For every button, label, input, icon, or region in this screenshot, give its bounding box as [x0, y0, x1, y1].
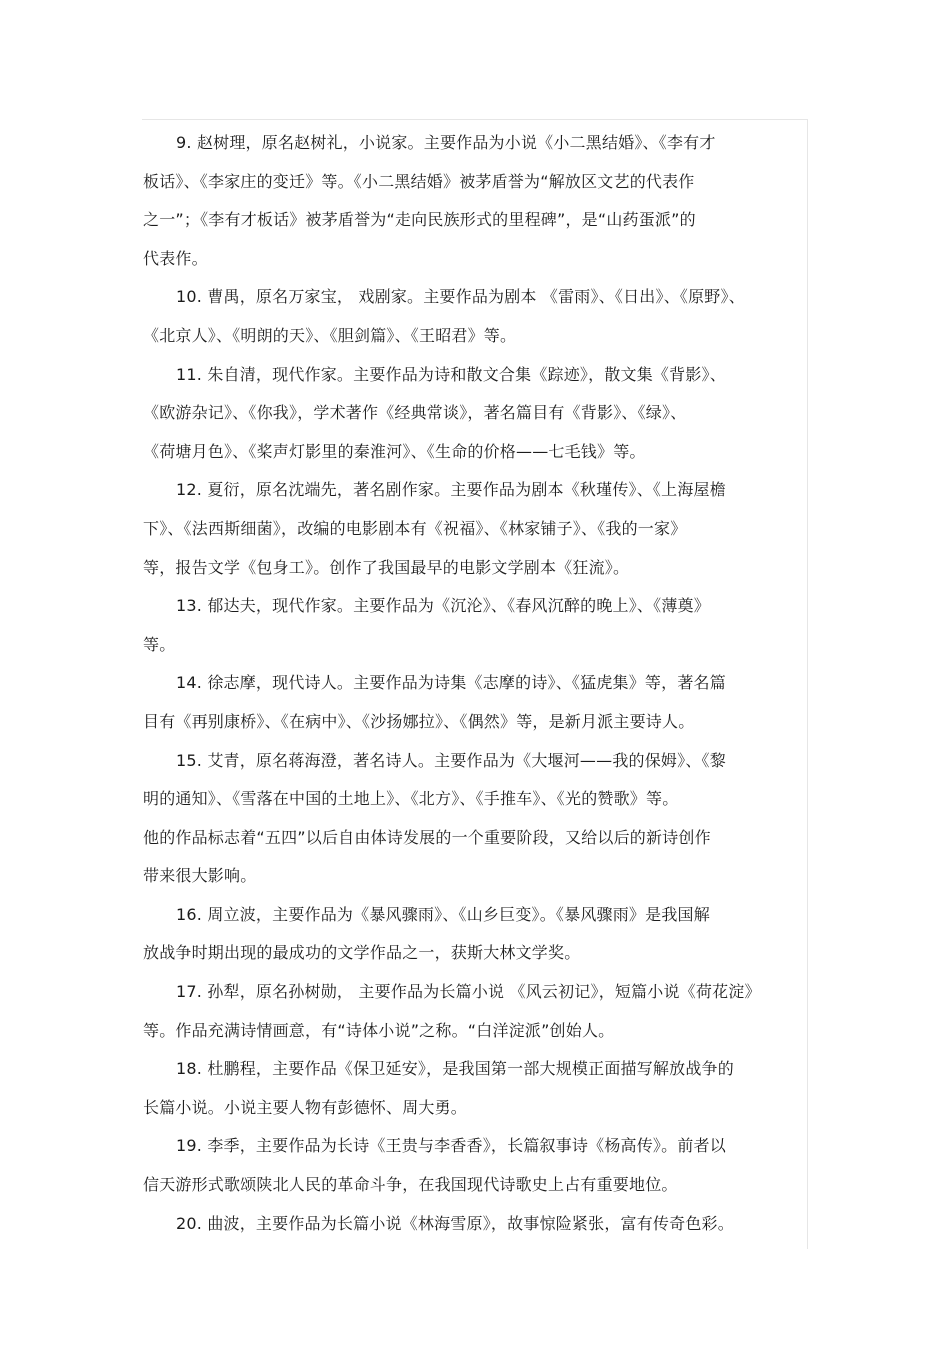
entry-14 [143, 664, 805, 741]
text-line: 20. 曲波，主要作品为长篇小说《林海雪原》，故事惊险紧张，富有传奇色彩。 [176, 1213, 734, 1233]
text-line: 《欧游杂记》、《你我》，学术著作《经典常谈》，著名篇目有《背影》、《绿》、 [143, 403, 687, 423]
text-line: 下》、《法西斯细菌》，改编的电影剧本有《祝福》、《林家铺子》、《我的一家》 [143, 518, 687, 538]
text-line: 长篇小说。小说主要人物有彭德怀、周大勇。 [143, 1097, 468, 1117]
entry-12 [143, 471, 805, 587]
entry-9 [143, 124, 805, 278]
text-line: 之一”；《李有才板话》被茅盾誉为“走向民族形式的里程碑”，是“山药蛋派”的 [143, 210, 696, 230]
text-line: 等。作品充满诗情画意，有“诗体小说”之称。“白洋淀派”创始人。 [143, 1020, 615, 1040]
text-line: 15. 艾青，原名蒋海澄，著名诗人。主要作品为《大堰河——我的保姆》、《黎 [176, 750, 726, 770]
entry-17 [143, 973, 805, 1050]
entry-18 [143, 1050, 805, 1127]
text-line: 带来很大影响。 [143, 866, 257, 886]
text-line: 12. 夏衍，原名沈端先，著名剧作家。主要作品为剧本《秋瑾传》、《上海屋檐 [176, 480, 726, 500]
text-line: 等。 [143, 634, 176, 654]
text-line: 18. 杜鹏程，主要作品《保卫延安》，是我国第一部大规模正面描写解放战争的 [176, 1059, 734, 1079]
text-line: 代表作。 [143, 248, 208, 268]
entry-10 [143, 278, 805, 355]
text-line: 板话》、《李家庄的变迁》等。《小二黑结婚》被茅盾誉为“解放区文艺的代表作 [143, 171, 695, 191]
document-body [143, 124, 805, 1243]
entry-13 [143, 587, 805, 664]
text-line: 等，报告文学《包身工》。创作了我国最早的电影文学剧本《狂流》。 [143, 557, 630, 577]
text-line: 9. 赵树理，原名赵树礼，小说家。主要作品为小说《小二黑结婚》、《李有才 [176, 133, 716, 152]
text-line: 13. 郁达夫，现代作家。主要作品为《沉沦》、《春风沉醉的晚上》、《薄奠》 [176, 596, 710, 616]
entry-15 [143, 742, 805, 896]
text-line: 信天游形式歌颂陕北人民的革命斗争，在我国现代诗歌史上占有重要地位。 [143, 1175, 678, 1195]
text-line: 16. 周立波，主要作品为《暴风骤雨》、《山乡巨变》。《暴风骤雨》是我国解 [176, 904, 710, 924]
text-line: 19. 李季，主要作品为长诗《王贵与李香香》，长篇叙事诗《杨高传》。前者以 [176, 1136, 726, 1156]
text-line: 11. 朱自清，现代作家。主要作品为诗和散文合集《踪迹》，散文集《背影》、 [176, 364, 726, 384]
entry-19 [143, 1127, 805, 1204]
entry-11 [143, 356, 805, 472]
text-line: 17. 孙犁，原名孙树勋， 主要作品为长篇小说 《风云初记》，短篇小说《荷花淀》 [176, 982, 761, 1002]
text-line: 目有《再别康桥》、《在病中》、《沙扬娜拉》、《偶然》等，是新月派主要诗人。 [143, 711, 695, 731]
text-line: 10. 曹禺，原名万家宝， 戏剧家。主要作品为剧本 《雷雨》、《日出》、《原野》、 [176, 287, 745, 307]
text-line: 他的作品标志着“五四”以后自由体诗发展的一个重要阶段，又给以后的新诗创作 [143, 827, 711, 847]
entry-20 [143, 1205, 805, 1244]
text-line: 放战争时期出现的最成功的文学作品之一，获斯大林文学奖。 [143, 943, 581, 963]
text-line: 《荷塘月色》、《桨声灯影里的秦淮河》、《生命的价格——七毛钱》等。 [143, 441, 646, 461]
text-line: 14. 徐志摩，现代诗人。主要作品为诗集《志摩的诗》、《猛虎集》等，著名篇 [176, 673, 726, 693]
text-line: 明的通知》、《雪落在中国的土地上》、《北方》、《手推车》、《光的赞歌》等。 [143, 789, 679, 809]
text-line: 《北京人》、《明朗的天》、《胆剑篇》、《王昭君》等。 [143, 325, 517, 345]
entry-16 [143, 896, 805, 973]
